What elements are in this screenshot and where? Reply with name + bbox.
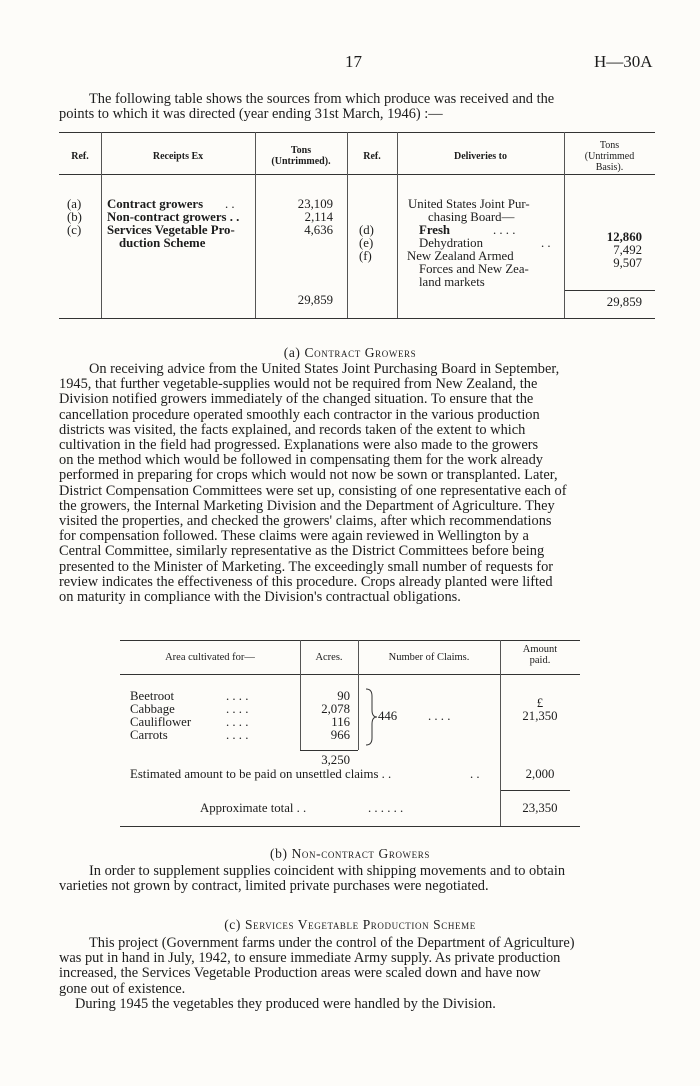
text-line: for compensation followed. These claims were again reviewed in Wellington by a <box>59 528 529 545</box>
approx-total-label: Approximate total . . <box>200 801 307 815</box>
receipt-ref: (a) <box>67 197 82 211</box>
delivery-label: New Zealand Armed <box>407 249 514 263</box>
delivery-tons: 9,507 <box>613 256 642 270</box>
receipt-label: Non-contract growers . . <box>107 210 240 224</box>
brace-icon <box>364 688 378 746</box>
section-heading: (a) Contract Growers <box>283 345 417 360</box>
header-area: Area cultivated for— <box>165 652 255 663</box>
receipts-total: 29,859 <box>297 293 333 307</box>
table-rule <box>120 826 580 827</box>
leader-dots: . . . . <box>226 715 249 729</box>
header-claims: Number of Claims. <box>388 652 470 663</box>
leader-dots: . . <box>541 236 551 250</box>
section-heading: (c) Services Vegetable Production Scheme <box>224 917 476 932</box>
text-line: On receiving advice from the United States Joint Purchasing Board in September, <box>89 361 560 377</box>
table-rule <box>120 640 580 641</box>
leader-dots: . . . . <box>226 702 249 716</box>
text-line: presented to the Minister of Marketing. The exceedingly small number of requests for <box>59 558 554 575</box>
estimated-label: Estimated amount to be paid on unsettled claims . . <box>130 767 392 781</box>
deliveries-title: chasing Board— <box>428 210 515 224</box>
leader-dots: . . . . <box>428 709 451 723</box>
text-line: districts was visited, the facts explained, and records taken of the extent to which <box>59 421 526 438</box>
header-ref-2: Ref. <box>363 151 381 162</box>
text-line: This project (Government farms under the control of the Department of Agriculture) <box>89 935 575 951</box>
claims-table <box>120 640 580 828</box>
deliveries-title: United States Joint Pur- <box>408 197 530 211</box>
leader-dots: . . . . <box>226 689 249 703</box>
header-acres: Acres. <box>315 652 343 663</box>
text-line: on the method which would be followed in compensating them for the work already <box>59 452 543 469</box>
acres-value: 116 <box>331 715 350 729</box>
acres-value: 90 <box>337 689 350 703</box>
text-line: During 1945 the vegetables they produced were handled by the Division. <box>75 995 496 1012</box>
currency-symbol: £ <box>536 696 544 710</box>
section-heading: (b) Non-contract Growers <box>270 846 430 861</box>
text-line: cancellation procedure operated smoothly each contractor in the various production <box>59 406 540 423</box>
text-line: the growers, the Internal Marketing Division and the Department of Agriculture. They <box>59 497 555 514</box>
section-c-paragraph <box>59 936 653 1012</box>
table-rule <box>500 790 570 791</box>
receipt-tons: 23,109 <box>297 197 333 211</box>
acres-total: 3,250 <box>321 753 350 767</box>
text-line: was put in hand in July, 1942, to ensure immediate Army supply. As private production <box>59 950 561 967</box>
approx-total: 23,350 <box>522 801 558 815</box>
receipt-label: Services Vegetable Pro- <box>107 223 235 237</box>
claims-count: 446 <box>378 709 398 723</box>
header-tons-received: Tons (Untrimmed). <box>271 145 331 167</box>
leader-dots: . . . . <box>226 728 249 742</box>
delivery-ref: (e) <box>359 236 374 250</box>
delivery-label: land markets <box>419 275 485 289</box>
text-line: on maturity in compliance with the Division's contractual obligations. <box>59 589 461 606</box>
sources-table <box>59 132 655 320</box>
crop-name: Cauliflower <box>130 715 192 729</box>
section-a-paragraph <box>59 362 653 605</box>
acres-value: 966 <box>330 728 350 742</box>
crop-name: Carrots <box>130 728 168 742</box>
text-line: performed in preparing for crops which would not now be sown or transplanted. Later, <box>59 467 558 484</box>
report-code: H—30A <box>594 52 653 71</box>
header-ref: Ref. <box>71 151 89 162</box>
section-b-paragraph <box>59 864 653 894</box>
column-divider <box>500 640 501 826</box>
leader-dots: . . . . <box>493 223 516 237</box>
header-amount: Amount paid. <box>522 644 558 666</box>
crop-name: Beetroot <box>130 689 175 703</box>
intro-line: points to which it was directed (year ending 31st March, 1946) :— <box>59 106 443 123</box>
crop-name: Cabbage <box>130 702 175 716</box>
intro-line: The following table shows the sources from which produce was received and the <box>89 91 555 107</box>
delivery-ref: (d) <box>359 223 374 237</box>
receipt-label: Contract growers <box>107 197 204 211</box>
page-number: 17 <box>345 52 362 71</box>
receipt-tons: 2,114 <box>304 210 333 224</box>
text-line: review indicates the effectiveness of this procedure. Crops already planted were lifted <box>59 573 553 590</box>
leader-dots: . . . . . . <box>368 801 404 815</box>
delivery-label: Dehydration <box>419 236 483 250</box>
header-deliveries: Deliveries to <box>453 151 508 162</box>
delivery-tons: 7,492 <box>613 243 642 257</box>
leader-dots: . . <box>225 197 235 211</box>
text-line: 1945, that further vegetable-supplies would not be required from New Zealand, the <box>59 376 538 393</box>
text-line: In order to supplement supplies coincident with shipping movements and to obtain <box>89 863 566 879</box>
delivery-ref: (f) <box>359 249 372 263</box>
delivery-label: Fresh <box>419 223 451 237</box>
receipt-tons: 4,636 <box>304 223 333 237</box>
receipt-label: duction Scheme <box>119 236 206 250</box>
text-line: gone out of existence. <box>59 980 186 997</box>
receipt-ref: (c) <box>67 223 82 237</box>
table-rule <box>59 318 655 319</box>
text-line: increased, the Services Vegetable Production areas were scaled down and have now <box>59 965 541 982</box>
text-line: Division notified growers immediately of the changed situation. To ensure that the <box>59 391 534 408</box>
deliveries-total: 29,859 <box>606 295 642 309</box>
table-rule <box>59 174 655 175</box>
receipt-ref: (b) <box>67 210 82 224</box>
header-receipts: Receipts Ex <box>152 151 204 162</box>
table-rule <box>59 132 655 133</box>
text-line: District Compensation Committees were set up, consisting of one representative each of <box>59 482 567 499</box>
acres-value: 2,078 <box>321 702 350 716</box>
text-line: varieties not grown by contract, limited private purchases were negotiated. <box>59 878 489 895</box>
text-line: visited the properties, and checked the growers' claims, after which recommendations <box>59 513 552 530</box>
delivery-tons: 12,860 <box>606 230 642 244</box>
table-rule <box>300 750 358 751</box>
leader-dots: . . <box>470 767 480 781</box>
table-rule <box>564 290 655 291</box>
header-tons-delivered: Tons (Untrimmed Basis). <box>584 140 635 173</box>
delivery-label: Forces and New Zea- <box>419 262 529 276</box>
estimated-amount: 2,000 <box>525 767 555 781</box>
amount-paid: 21,350 <box>522 709 558 723</box>
intro-paragraph <box>59 92 653 122</box>
table-rule <box>120 674 580 675</box>
text-line: cultivation in the field had progressed. Explanations were also made to the growers <box>59 437 539 454</box>
text-line: Central Committee, similarly representative as the District Committees before being <box>59 543 545 560</box>
